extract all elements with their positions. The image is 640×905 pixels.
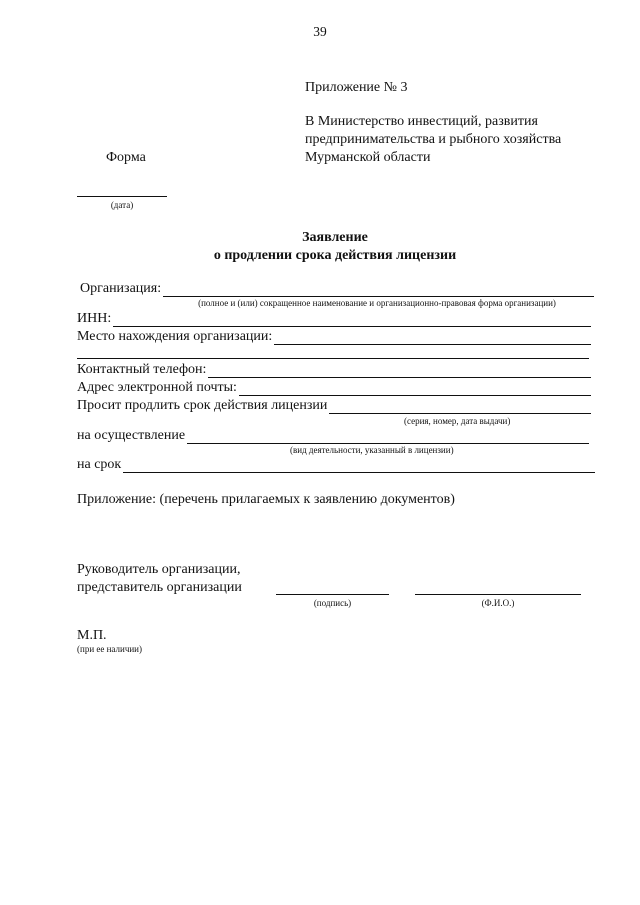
signature-line[interactable] xyxy=(276,594,389,595)
title-line-1: Заявление xyxy=(302,230,368,245)
term-label: на срок xyxy=(77,457,122,472)
email-row xyxy=(77,380,591,396)
inn-field[interactable] xyxy=(113,314,591,327)
location-row xyxy=(77,329,591,345)
date-caption: (дата) xyxy=(110,200,134,210)
location-field[interactable] xyxy=(274,332,591,345)
stamp-caption: (при ее наличии) xyxy=(77,644,142,654)
full-name-line[interactable] xyxy=(415,594,581,595)
organization-field[interactable] xyxy=(163,284,594,297)
location-continuation-line[interactable] xyxy=(77,358,589,359)
email-label: Адрес электронной почты: xyxy=(77,380,237,395)
addressee-line-3: Мурманской области xyxy=(305,150,431,165)
activity-label: на осуществление xyxy=(77,428,186,443)
title-line-2: о продлении срока действия лицензии xyxy=(213,248,457,263)
form-label: Форма xyxy=(106,150,146,165)
activity-field[interactable] xyxy=(187,431,589,444)
activity-caption: (вид деятельности, указанный в лицензии) xyxy=(290,445,454,455)
phone-field[interactable] xyxy=(208,365,591,378)
phone-label: Контактный телефон: xyxy=(77,362,207,377)
phone-row xyxy=(77,362,591,378)
location-label: Место нахождения организации: xyxy=(77,329,273,344)
extend-label: Просит продлить срок действия лицензии xyxy=(77,398,328,413)
extend-caption: (серия, номер, дата выдачи) xyxy=(404,416,511,426)
signatory-line-2: представитель организации xyxy=(77,580,242,595)
organization-row xyxy=(80,281,594,297)
activity-row xyxy=(77,428,589,444)
extend-row xyxy=(77,398,591,414)
inn-row xyxy=(77,311,591,327)
date-line xyxy=(77,196,167,197)
term-field[interactable] xyxy=(123,460,595,473)
term-row xyxy=(77,457,595,473)
inn-label: ИНН: xyxy=(77,311,112,326)
stamp-label: М.П. xyxy=(77,628,107,643)
addressee-line-2: предпринимательства и рыбного хозяйства xyxy=(305,132,562,147)
organization-caption: (полное и (или) сокращенное наименование и организационно-правовая форма организации) xyxy=(198,298,556,308)
signature-caption: (подпись) xyxy=(313,598,352,608)
organization-label: Организация: xyxy=(80,281,162,296)
signatory-line-1: Руководитель организации, xyxy=(77,562,241,577)
page-number: 39 xyxy=(313,24,327,39)
license-details-field[interactable] xyxy=(329,401,591,414)
full-name-caption: (Ф.И.О.) xyxy=(481,598,515,608)
email-field[interactable] xyxy=(239,383,591,396)
appendix-label: Приложение № 3 xyxy=(305,80,408,95)
addressee-line-1: В Министерство инвестиций, развития xyxy=(305,114,538,129)
attachment-text: Приложение: (перечень прилагаемых к заявлению документов) xyxy=(77,492,455,507)
